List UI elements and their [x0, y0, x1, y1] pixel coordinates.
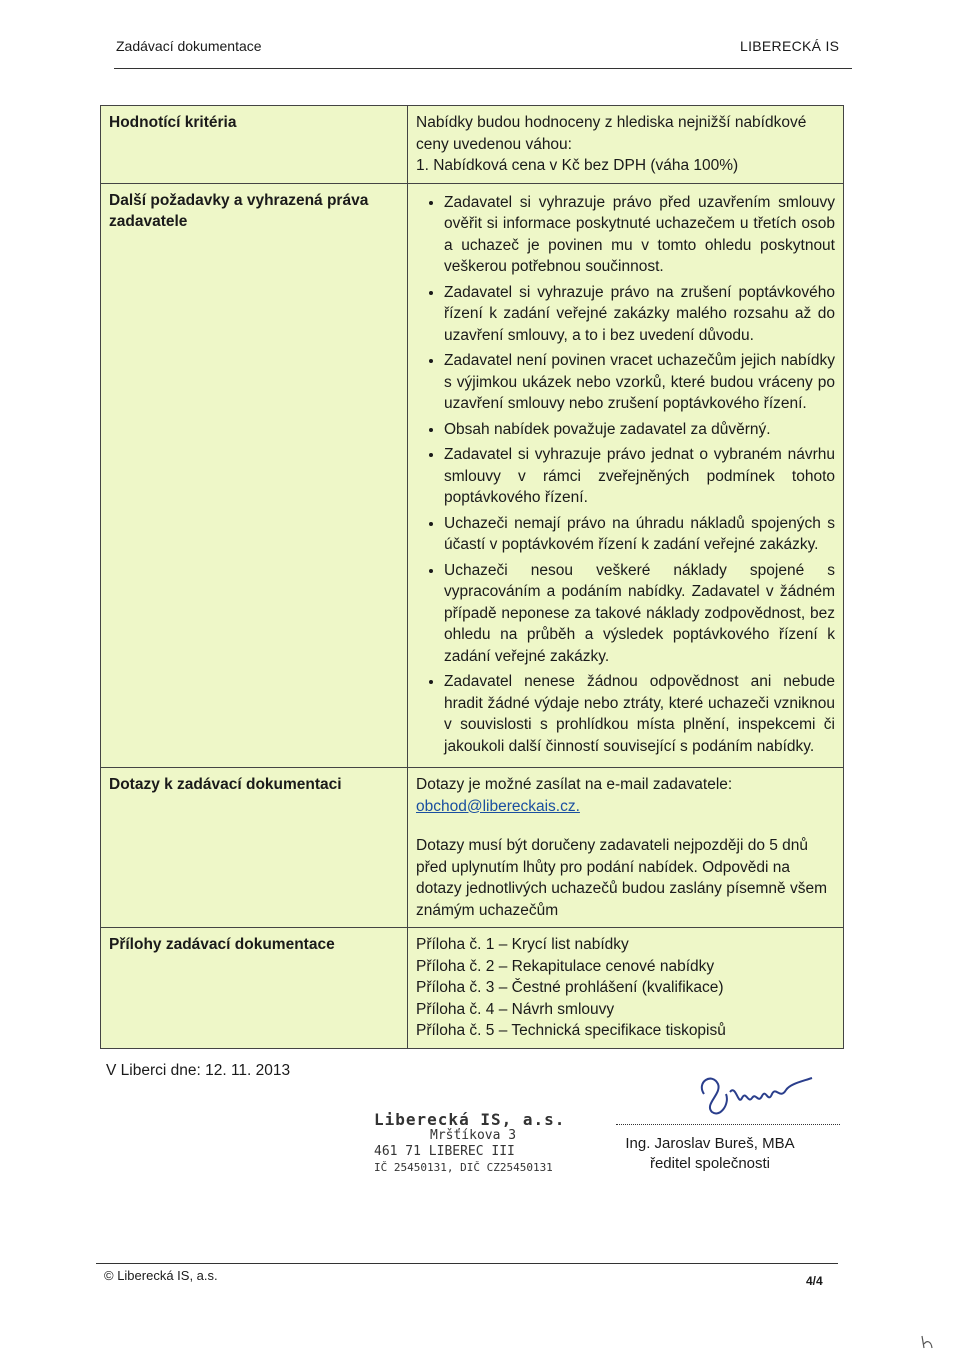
attachments-label: Přílohy zadávací dokumentace [101, 928, 408, 1049]
signature-line [616, 1124, 840, 1125]
place-and-date: V Liberci dne: 12. 11. 2013 [106, 1062, 291, 1079]
requirements-list [416, 192, 835, 758]
stamp-city: 461 71 LIBEREC III [374, 1144, 515, 1159]
footer-copyright: © Liberecká IS, a.s. [104, 1268, 218, 1283]
table-row [101, 928, 844, 1049]
list-item: • Zadavatel si vyhrazuje právo jednat o vybraném návrhu smlouvy v rámci zveřejněných podmínek tohoto poptávkového řízení. [444, 444, 835, 509]
list-item: • Zadavatel si vyhrazuje právo před uzavřením smlouvy ověřit si informace poskytnuté uchazečem u třetích osob a uchazeč je povinen mu v tomto ohledu poskytnout veškerou potřebnou součinnost. [444, 192, 835, 278]
table-row [101, 768, 844, 928]
criteria-label: Hodnotící kritéria [101, 106, 408, 184]
attachment-item: Příloha č. 2 – Rekapitulace cenové nabídky [416, 957, 715, 975]
list-item: • Zadavatel není povinen vracet uchazečům jejich nabídky s výjimkou ukázek nebo vzorků, které budou vráceny po uzavření smlouvy nebo zrušení poptávkového řízení. [444, 350, 835, 415]
list-item: • Uchazeči nemají právo na úhradu nákladů spojených s účastí v poptávkovém řízení k zadání veřejné zakázky. [444, 513, 835, 556]
attachment-item: Příloha č. 4 – Návrh smlouvy [416, 1000, 615, 1018]
signer-block [620, 1134, 800, 1174]
attachment-item: Příloha č. 1 – Krycí list nabídky [416, 936, 629, 953]
contact-email-link[interactable]: obchod@libereckais.cz. [416, 797, 580, 815]
company-stamp [374, 1112, 584, 1176]
requirements-label: Další požadavky a vyhrazená práva zadavatele [101, 183, 408, 768]
stamp-company-name: Liberecká IS, a.s. [374, 1110, 566, 1129]
questions-value [408, 768, 844, 928]
questions-body: Dotazy musí být doručeny zadavateli nejpozději do 5 dnů před uplynutím lhůty pro podání nabídek. Odpovědi na dotazy jednotlivých uchazečů budou zaslány písemně všem známým uchazečům [416, 837, 827, 919]
footer-divider [96, 1263, 838, 1264]
criteria-line: Nabídky budou hodnoceny z hlediska nejnižší nabídkové ceny uvedenou váhou: [416, 114, 807, 153]
signer-role: ředitel společnosti [649, 1155, 771, 1172]
page-number: 4/4 [806, 1274, 823, 1288]
document-header-title: Zadávací dokumentace [116, 38, 262, 54]
list-item: • Obsah nabídek považuje zadavatel za důvěrný. [444, 419, 835, 441]
attachment-item: Příloha č. 3 – Čestné prohlášení (kvalifikace) [416, 979, 724, 996]
stamp-street: Mršťíkova 3 [430, 1128, 517, 1143]
questions-label: Dotazy k zadávací dokumentaci [101, 768, 408, 928]
questions-intro: Dotazy je možné zasílat na e-mail zadavatele: [416, 776, 733, 793]
attachment-item: Příloha č. 5 – Technická specifikace tiskopisů [416, 1022, 726, 1039]
table-row [101, 106, 844, 184]
criteria-value [408, 106, 844, 184]
attachments-value [408, 928, 844, 1049]
header-divider [114, 68, 852, 69]
tender-info-table [100, 105, 844, 1049]
list-item: • Zadavatel si vyhrazuje právo na zrušení poptávkového řízení k zadání veřejné zakázky malého rozsahu až do uzavření smlouvy, a to i bez uvedení důvodu. [444, 282, 835, 347]
stamp-ids: IČ 25450131, DIČ CZ25450131 [374, 1161, 553, 1174]
list-item: • Zadavatel nenese žádnou odpovědnost ani nebude hradit žádné výdaje nebo ztráty, které uchazeči vzniknou v souvislosti s prohlídkou místa plnění, inspekcemi či jakoukoli další činností související s podáním nabídky. [444, 671, 835, 757]
table-row [101, 183, 844, 768]
handwritten-signature [690, 1064, 820, 1124]
corner-pen-mark [918, 1332, 938, 1352]
list-item: • Uchazeči nesou veškeré náklady spojené s vypracováním a podáním nabídky. Zadavatel v žádném případě neponese za takové náklady zodpovědnost, bez ohledu na průběh a výsledek poptávkového řízení k zadání veřejné zakázky. [444, 560, 835, 668]
requirements-value [408, 183, 844, 768]
company-logo-text: LIBERECKÁ IS [740, 38, 840, 54]
criteria-line: 1. Nabídková cena v Kč bez DPH (váha 100%) [416, 157, 739, 174]
signer-name: Ing. Jaroslav Bureš, MBA [625, 1135, 795, 1152]
